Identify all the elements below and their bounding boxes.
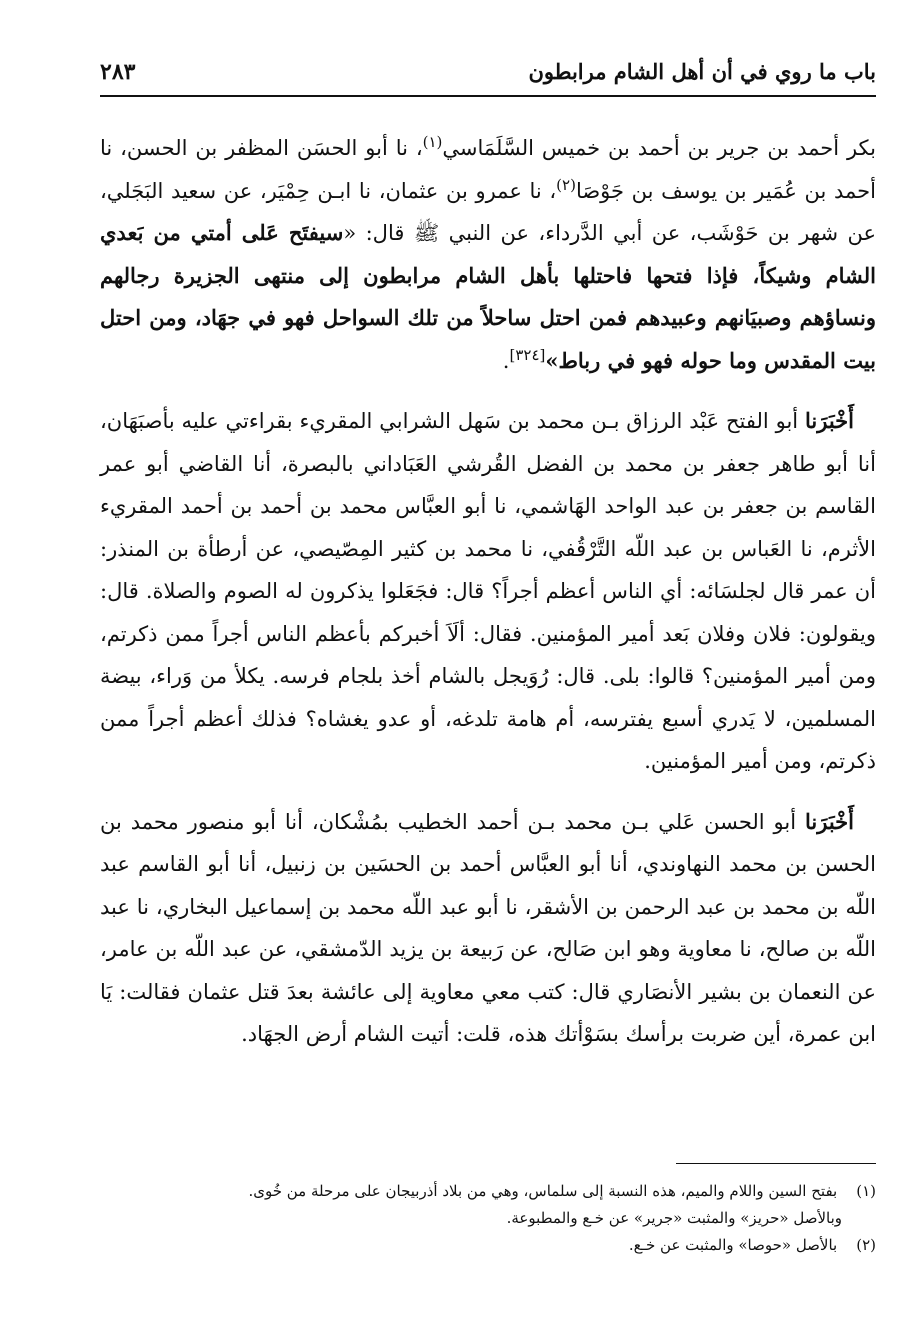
footnote-text: بالأصل «حوصا» والمثبت عن خـع.	[628, 1236, 838, 1254]
paragraph-2	[100, 400, 876, 783]
page-number: ٢٨٣	[100, 59, 136, 85]
paragraph-1	[100, 127, 876, 382]
text-segment: .	[502, 348, 510, 373]
text-segment: أبو الحسن عَلي بـن محمد بـن أحمد الخطيب بمُشْكان، أنا أبو منصور محمد بن الحسن بن محمد النهاوندي، أنا أبو العبَّاس أحمد بن الحسَين بن زنبيل، أنا أبو القاسم عبد اللّه بن محمد بن عبد الرحمن بن الأشقر، نا أبو عبد اللّه محمد بن إسماعيل البخاري، نا عبد اللّه بن صالح، نا معاوية وهو ابن صَالح، عن رَبيعة بن يزيد الدّمشقي، عن عبد اللّه بن عامر، عن النعمان بن بشير الأنصَاري قال: كتب معي معاوية إلى عائشة بعدَ قتل عثمان فقالت: يَا ابن عمرة، أين ضربت برأسك بسَوْأتك هذه، قلت: أتيت الشام أرض الجهَاد.	[100, 809, 876, 1046]
running-title: باب ما روي في أن أهل الشام مرابطون	[528, 59, 876, 84]
page-header	[100, 55, 876, 97]
text-segment: ، نا أبو الحسَن المظفر بن الحسن، نا أحمد بن عُمَير بن يوسف بن جَوْصَا	[100, 136, 876, 203]
hadith-number: [٣٢٤]	[509, 345, 546, 364]
hadith-text: سيفتَح عَلى أمتي من بَعدي الشام وشيكاً، فإذا فتحها فاحتلها بأهل الشام مرابطون إلى منتهى الجزيرة رجالهم ونساؤهم وصبيَانهم وعبيدهم فمن احتل ساحلاً من تلك السواحل فهو في جهَاد، ومن احتل بيت المقدس وما حوله فهو في رباط	[100, 220, 876, 373]
akhbarana-keyword: أَخْبَرَنا	[805, 408, 854, 433]
text-segment: بكر أحمد بن جرير بن أحمد بن خميس السَّلَمَاسي	[442, 136, 876, 160]
footnote-number: (٢)	[856, 1236, 876, 1254]
footnote-ref: (١)	[422, 133, 443, 151]
text-segment: أبو الفتح عَبْد الرزاق بـن محمد بن سَهل الشرابي المقريء بقراءتي عليه بأصبَهَان، أنا أبو طاهر جعفر بن محمد بن الفضل القُرشي العَبَاداني بالبصرة، أنا القاضي أبو عمر القاسم بن جعفر بن عبد الواحد الهَاشمي، نا أبو العبَّاس محمد بن أحمد بن أحمد المقريء الأثرم، نا العَباس بن عبد اللّه التَّرْقُفي، نا محمد بن كثير المِصّيصي، عن أرطأة بن المنذر: أن عمر قال لجلسَائه: أي الناس أعظم أجراً؟ قال: فجَعَلوا يذكرون له الصوم والصلاة. قال: ويقولون: فلان وفلان بَعد أمير المؤمنين. فقال: ألَاَ أخبركم بأعظم الناس أجراً ممن ذكرتم، ومن أمير المؤمنين؟ قالوا: بلى. قال: رُوَيجل بالشام أخذ بلجام فرسه. يكلأ من وَراء، بيضة المسلمين، لا يَدري أسبع يفترسه، أم هامة تلدغه، أو عدو يغشاه؟ فذلك أعظم أجراً ممن ذكرتم، ومن أمير المؤمنين.	[100, 409, 876, 773]
paragraph-3	[100, 801, 876, 1056]
footnote-separator	[676, 1163, 876, 1164]
footnote-1-continued	[100, 1205, 876, 1232]
akhbarana-keyword: أَخْبَرَنا	[805, 808, 854, 834]
main-text	[100, 127, 876, 1056]
text-segment: ، نا عمرو بن عثمان، نا ابـن حِمْيَر، عن سعيد البَجَلي، عن شهر بن حَوْشَب، عن أبي الدَّرداء، عن النبي ﷺ قال: «	[100, 178, 877, 245]
footnotes	[100, 1163, 876, 1259]
footnote-text: بفتح السين واللام والميم، هذه النسبة إلى سلماس، وهي من بلاد أذربيجان على مرحلة من خُوى.	[248, 1182, 838, 1200]
footnote-ref: (٢)	[556, 175, 576, 194]
footnote-number: (١)	[856, 1182, 876, 1200]
footnote-1	[100, 1178, 876, 1205]
quote-close: »	[545, 347, 559, 373]
footnote-2	[100, 1232, 876, 1259]
book-page	[100, 55, 876, 1074]
footnote-text: وبالأصل «حريز» والمثبت «جرير» عن خـع والمطبوعة.	[506, 1209, 842, 1227]
